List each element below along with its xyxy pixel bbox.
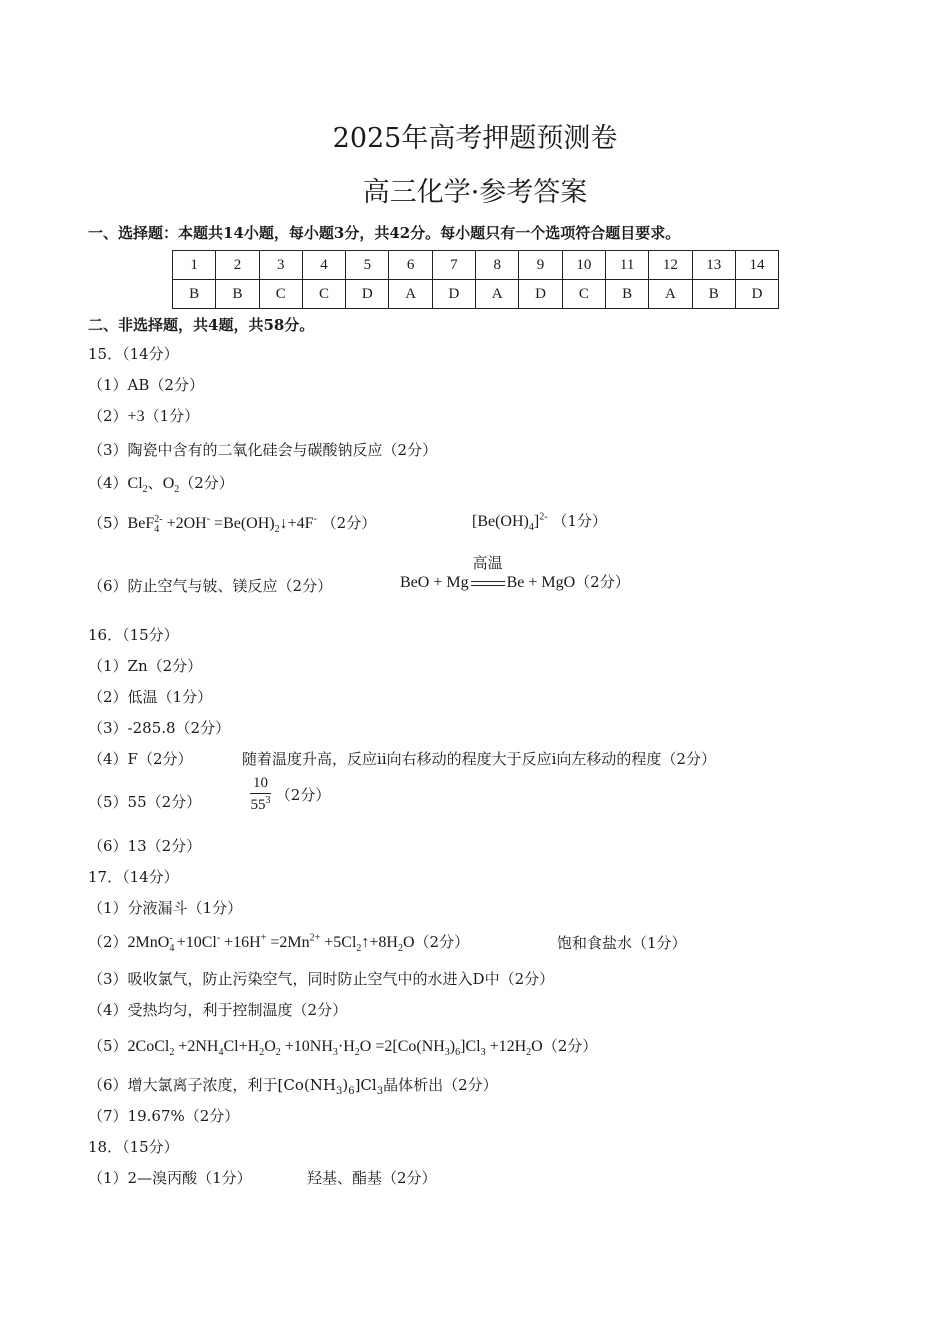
equation-cocl2: 2CoCl$_2$ $+2NH_4Cl+H_2O_2 +10NH_3\cdot H_2O =2[Co(NH_3)_6]Cl_3 +12H_2O$ xyxy=(127,1038,543,1059)
table-answer-cell: A xyxy=(476,280,519,309)
table-answer-cell: A xyxy=(389,280,432,309)
q15-answer-4 xyxy=(88,472,234,495)
q16-title: 16．（15分） xyxy=(88,626,179,644)
section2-heading: 二、非选择题，共4题，共58分。 xyxy=(88,316,315,334)
table-answer-cell: D xyxy=(432,280,475,309)
table-answer-cell: C xyxy=(259,280,302,309)
q17-answer-5 xyxy=(88,1035,597,1058)
q15-a2-label: （2） xyxy=(88,407,128,425)
q16-a5-score: （2分） xyxy=(275,786,331,804)
q18-answer-1: （1）2—溴丙酸（1分） xyxy=(88,1169,252,1187)
q17-answer-7: （7）19.67%（2分） xyxy=(88,1107,240,1125)
q16-answer-1: （1）Zn（2分） xyxy=(88,657,203,675)
q17-title: 17．（14分） xyxy=(88,868,179,886)
q15-answer-5b xyxy=(472,510,607,533)
table-number-cell: 3 xyxy=(259,251,302,280)
table-number-cell: 6 xyxy=(389,251,432,280)
table-answer-cell: D xyxy=(735,280,778,309)
q15-a5-score2: （1分） xyxy=(552,512,607,530)
table-answer-cell: C xyxy=(562,280,605,309)
table-answer-cell: C xyxy=(302,280,345,309)
table-number-cell: 4 xyxy=(302,251,345,280)
condition-label: 高温 xyxy=(472,554,503,572)
q15-a2-value: +3 xyxy=(127,408,145,425)
q15-a4-sep: 、 xyxy=(147,474,163,492)
q15-answer-6b xyxy=(400,554,630,592)
q15-title: 15．（14分） xyxy=(88,345,179,363)
q17-a5-score: （2分） xyxy=(542,1037,598,1055)
answer-table-numbers xyxy=(173,251,779,280)
table-number-cell: 5 xyxy=(346,251,389,280)
table-number-cell: 7 xyxy=(432,251,475,280)
fraction-denominator: $55^3$ xyxy=(250,795,271,813)
q17-answer-6 xyxy=(88,1074,498,1097)
q15-answer-5 xyxy=(88,512,376,535)
fraction-numerator: 10 xyxy=(250,775,271,794)
table-answer-cell: D xyxy=(519,280,562,309)
table-answer-cell: B xyxy=(216,280,259,309)
q17-answer-1: （1）分液漏斗（1分） xyxy=(88,899,243,917)
table-number-cell: 2 xyxy=(216,251,259,280)
q17-a5-label: （5） xyxy=(88,1037,128,1055)
q17-answer-3: （3）吸收氯气，防止污染空气，同时防止空气中的水进入D中（2分） xyxy=(88,970,555,988)
q16-answer-6: （6）13（2分） xyxy=(88,837,202,855)
formula-co-complex: $[Co(NH_3)_6]Cl_3$ xyxy=(277,1076,384,1097)
answer-table xyxy=(172,250,779,309)
equation-beo-mg-right: Be + MgO xyxy=(506,574,576,591)
table-number-cell: 9 xyxy=(519,251,562,280)
page-subtitle: 高三化学·参考答案 xyxy=(362,177,588,208)
table-number-cell: 11 xyxy=(605,251,648,280)
answer-table-answers xyxy=(173,280,779,309)
equation-bef4: $BeF_4^{2-} +2OH^- =Be(OH)_2↓+4F^-$ xyxy=(127,513,317,536)
table-number-cell: 10 xyxy=(562,251,605,280)
q15-answer-1: （1）AB（2分） xyxy=(88,376,204,394)
q15-answer-6: （6）防止空气与铍、镁反应（2分） xyxy=(88,577,333,595)
q15-a4-score: （2分） xyxy=(179,474,234,492)
q15-answer-3: （3）陶瓷中含有的二氧化硅会与碳酸钠反应（2分） xyxy=(88,441,438,459)
q16-answer-5: （5）55（2分） xyxy=(88,793,202,811)
q16-answer-5b xyxy=(250,775,330,814)
equation-mno4: $2MnO_4^- +10Cl^- +16H^+ =2Mn^{2+}$ $+5Cl_2↑+8H_2O$ xyxy=(127,932,415,955)
formula-cl2: $Cl_2$ xyxy=(127,475,148,496)
q17-a6-pre: （6）增大氯离子浓度，利于 xyxy=(88,1076,278,1094)
table-number-cell: 14 xyxy=(735,251,778,280)
table-answer-cell: B xyxy=(605,280,648,309)
q15-a5-label: （5） xyxy=(88,514,128,532)
q16-answer-4b: 随着温度升高，反应ⅱ向右移动的程度大于反应ⅰ向左移动的程度（2分） xyxy=(242,750,716,768)
table-answer-cell: A xyxy=(649,280,692,309)
page-title: 2025年高考押题预测卷 xyxy=(332,123,618,154)
q16-answer-2: （2）低温（1分） xyxy=(88,688,213,706)
q15-a6-score: （2分） xyxy=(575,573,630,591)
table-answer-cell: B xyxy=(173,280,216,309)
q18-answer-1b: 羟基、酯基（2分） xyxy=(307,1169,437,1187)
q17-answer-2 xyxy=(88,931,469,954)
fraction xyxy=(250,775,271,814)
table-answer-cell: B xyxy=(692,280,735,309)
equation-beo-mg-left: BeO + Mg xyxy=(400,574,469,591)
table-number-cell: 13 xyxy=(692,251,735,280)
q17-answer-2b: 饱和食盐水（1分） xyxy=(557,934,687,952)
table-number-cell: 1 xyxy=(173,251,216,280)
q16-answer-4: （4）F（2分） xyxy=(88,750,193,768)
section1-heading: 一、选择题：本题共14小题，每小题3分，共42分。每小题只有一个选项符合题目要求。 xyxy=(88,224,681,242)
q16-answer-3: （3）-285.8（2分） xyxy=(88,719,231,737)
table-number-cell: 12 xyxy=(649,251,692,280)
table-answer-cell: D xyxy=(346,280,389,309)
q17-a2-label: （2） xyxy=(88,933,128,951)
q15-a4-label: （4） xyxy=(88,474,128,492)
q17-answer-4: （4）受热均匀，利于控制温度（2分） xyxy=(88,1001,348,1019)
equals-arrow xyxy=(469,554,507,592)
formula-o2: $O_2$ xyxy=(162,475,180,496)
table-number-cell: 8 xyxy=(476,251,519,280)
q17-a6-post: 晶体析出（2分） xyxy=(383,1076,498,1094)
q15-a5-score1: （2分） xyxy=(321,514,377,532)
q15-answer-2 xyxy=(88,405,199,426)
formula-beoh4: $[Be(OH)_4]^{2-}$ xyxy=(472,511,548,534)
q15-a2-score: （1分） xyxy=(144,407,200,425)
q17-a2-score: （2分） xyxy=(414,933,470,951)
q18-title: 18．（15分） xyxy=(88,1138,179,1156)
